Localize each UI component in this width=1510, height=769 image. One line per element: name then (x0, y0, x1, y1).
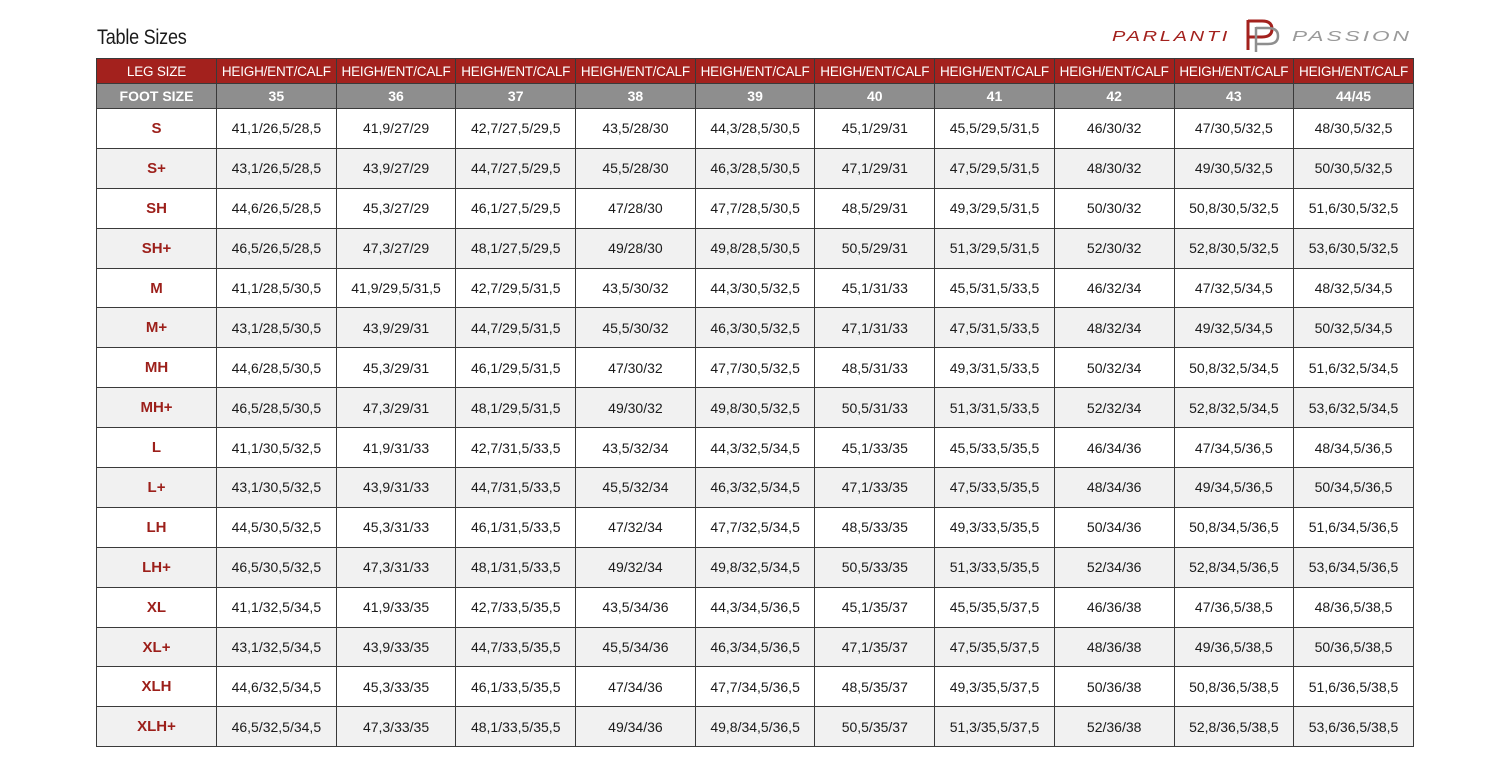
measurement-cell: 49/32/34 (576, 547, 696, 587)
measurement-cell: 49,8/34,5/36,5 (695, 707, 815, 747)
measurement-cell: 45,1/29/31 (815, 109, 935, 149)
foot-size-header: 42 (1054, 84, 1174, 109)
leg-measure-header: HEIGH/ENT/CALF (1294, 59, 1414, 84)
measurement-cell: 52,8/34,5/36,5 (1174, 547, 1294, 587)
measurement-cell: 47,5/35,5/37,5 (935, 627, 1055, 667)
foot-size-header: 35 (217, 84, 337, 109)
measurement-cell: 46,3/30,5/32,5 (695, 308, 815, 348)
table-row (97, 707, 1414, 747)
measurement-cell: 50,5/29/31 (815, 228, 935, 268)
measurement-cell: 43,1/32,5/34,5 (217, 627, 337, 667)
measurement-cell: 47/30,5/32,5 (1174, 109, 1294, 149)
measurement-cell: 47,1/33/35 (815, 468, 935, 508)
measurement-cell: 46,1/31,5/33,5 (456, 507, 576, 547)
measurement-cell: 50/32/34 (1054, 348, 1174, 388)
measurement-cell: 47,3/29/31 (336, 388, 456, 428)
table-row (97, 268, 1414, 308)
measurement-cell: 47/34,5/36,5 (1174, 428, 1294, 468)
measurement-cell: 49/30/32 (576, 388, 696, 428)
table-row (97, 627, 1414, 667)
leg-size-cell: XL+ (97, 627, 217, 667)
measurement-cell: 49/34/36 (576, 707, 696, 747)
measurement-cell: 52/34/36 (1054, 547, 1174, 587)
leg-measure-header: HEIGH/ENT/CALF (1174, 59, 1294, 84)
table-row (97, 188, 1414, 228)
leg-size-label: LEG SIZE (97, 59, 217, 84)
measurement-cell: 48/30,5/32,5 (1294, 109, 1414, 149)
measurement-cell: 41,9/27/29 (336, 109, 456, 149)
measurement-cell: 47,7/32,5/34,5 (695, 507, 815, 547)
measurement-cell: 50/36/38 (1054, 667, 1174, 707)
leg-size-cell: XLH+ (97, 707, 217, 747)
measurement-cell: 50,8/32,5/34,5 (1174, 348, 1294, 388)
measurement-cell: 45,5/35,5/37,5 (935, 587, 1055, 627)
measurement-cell: 49,3/33,5/35,5 (935, 507, 1055, 547)
measurement-cell: 47/32,5/34,5 (1174, 268, 1294, 308)
measurement-cell: 48/34,5/36,5 (1294, 428, 1414, 468)
foot-size-header-row (97, 84, 1414, 109)
measurement-cell: 47/30/32 (576, 348, 696, 388)
measurement-cell: 43,5/34/36 (576, 587, 696, 627)
measurement-cell: 48/34/36 (1054, 468, 1174, 508)
measurement-cell: 51,6/36,5/38,5 (1294, 667, 1414, 707)
measurement-cell: 48,1/31,5/33,5 (456, 547, 576, 587)
measurement-cell: 50/32,5/34,5 (1294, 308, 1414, 348)
leg-size-cell: L+ (97, 468, 217, 508)
measurement-cell: 47/34/36 (576, 667, 696, 707)
size-table-body (97, 109, 1414, 747)
measurement-cell: 48,5/33/35 (815, 507, 935, 547)
measurement-cell: 48,5/31/33 (815, 348, 935, 388)
measurement-cell: 46,3/32,5/34,5 (695, 468, 815, 508)
leg-measure-header: HEIGH/ENT/CALF (456, 59, 576, 84)
measurement-cell: 50,8/34,5/36,5 (1174, 507, 1294, 547)
page-title: Table Sizes (97, 26, 187, 49)
measurement-cell: 43,1/26,5/28,5 (217, 148, 337, 188)
measurement-cell: 46,5/30,5/32,5 (217, 547, 337, 587)
table-row (97, 308, 1414, 348)
leg-measure-header: HEIGH/ENT/CALF (815, 59, 935, 84)
leg-measure-header: HEIGH/ENT/CALF (1054, 59, 1174, 84)
table-row (97, 109, 1414, 149)
measurement-cell: 48/30/32 (1054, 148, 1174, 188)
table-row (97, 468, 1414, 508)
leg-size-cell: XL (97, 587, 217, 627)
measurement-cell: 47,1/35/37 (815, 627, 935, 667)
measurement-cell: 51,6/30,5/32,5 (1294, 188, 1414, 228)
measurement-cell: 44,5/30,5/32,5 (217, 507, 337, 547)
measurement-cell: 49/36,5/38,5 (1174, 627, 1294, 667)
measurement-cell: 47,5/31,5/33,5 (935, 308, 1055, 348)
measurement-cell: 49/28/30 (576, 228, 696, 268)
measurement-cell: 51,6/32,5/34,5 (1294, 348, 1414, 388)
brand-monogram-icon (1248, 20, 1278, 52)
measurement-cell: 47/32/34 (576, 507, 696, 547)
measurement-cell: 47/36,5/38,5 (1174, 587, 1294, 627)
measurement-cell: 52,8/30,5/32,5 (1174, 228, 1294, 268)
measurement-cell: 50,5/31/33 (815, 388, 935, 428)
leg-size-cell: M+ (97, 308, 217, 348)
size-table (96, 58, 1414, 747)
foot-size-header: 44/45 (1294, 84, 1414, 109)
measurement-cell: 50,8/30,5/32,5 (1174, 188, 1294, 228)
table-row (97, 667, 1414, 707)
table-row (97, 428, 1414, 468)
measurement-cell: 50/34,5/36,5 (1294, 468, 1414, 508)
leg-measure-header: HEIGH/ENT/CALF (695, 59, 815, 84)
measurement-cell: 43,5/30/32 (576, 268, 696, 308)
foot-size-header: 41 (935, 84, 1055, 109)
leg-size-cell: S+ (97, 148, 217, 188)
measurement-cell: 46,5/32,5/34,5 (217, 707, 337, 747)
measurement-cell: 46,3/28,5/30,5 (695, 148, 815, 188)
measurement-cell: 51,6/34,5/36,5 (1294, 507, 1414, 547)
measurement-cell: 47,3/33/35 (336, 707, 456, 747)
measurement-cell: 44,7/29,5/31,5 (456, 308, 576, 348)
measurement-cell: 45,1/31/33 (815, 268, 935, 308)
measurement-cell: 42,7/31,5/33,5 (456, 428, 576, 468)
measurement-cell: 52,8/32,5/34,5 (1174, 388, 1294, 428)
table-row (97, 388, 1414, 428)
measurement-cell: 50/30/32 (1054, 188, 1174, 228)
measurement-cell: 50,5/35/37 (815, 707, 935, 747)
measurement-cell: 41,9/33/35 (336, 587, 456, 627)
measurement-cell: 45,5/29,5/31,5 (935, 109, 1055, 149)
measurement-cell: 52/30/32 (1054, 228, 1174, 268)
foot-size-header: 36 (336, 84, 456, 109)
measurement-cell: 45,5/28/30 (576, 148, 696, 188)
table-row (97, 348, 1414, 388)
measurement-cell: 43,9/31/33 (336, 468, 456, 508)
measurement-cell: 49,3/31,5/33,5 (935, 348, 1055, 388)
table-row (97, 547, 1414, 587)
measurement-cell: 42,7/27,5/29,5 (456, 109, 576, 149)
measurement-cell: 43,5/32/34 (576, 428, 696, 468)
measurement-cell: 47,7/28,5/30,5 (695, 188, 815, 228)
measurement-cell: 49,3/29,5/31,5 (935, 188, 1055, 228)
measurement-cell: 50/30,5/32,5 (1294, 148, 1414, 188)
measurement-cell: 48,1/27,5/29,5 (456, 228, 576, 268)
measurement-cell: 51,3/35,5/37,5 (935, 707, 1055, 747)
table-row (97, 148, 1414, 188)
measurement-cell: 43,9/27/29 (336, 148, 456, 188)
measurement-cell: 41,1/28,5/30,5 (217, 268, 337, 308)
measurement-cell: 47,7/34,5/36,5 (695, 667, 815, 707)
brand-right-word: PASSION (1292, 28, 1412, 45)
measurement-cell: 43,9/29/31 (336, 308, 456, 348)
measurement-cell: 46,5/28,5/30,5 (217, 388, 337, 428)
measurement-cell: 47,5/29,5/31,5 (935, 148, 1055, 188)
leg-measure-header: HEIGH/ENT/CALF (576, 59, 696, 84)
leg-size-cell: M (97, 268, 217, 308)
foot-size-header: 38 (576, 84, 696, 109)
measurement-cell: 49,8/30,5/32,5 (695, 388, 815, 428)
measurement-cell: 44,6/26,5/28,5 (217, 188, 337, 228)
measurement-cell: 52/32/34 (1054, 388, 1174, 428)
leg-size-cell: S (97, 109, 217, 149)
measurement-cell: 50,8/36,5/38,5 (1174, 667, 1294, 707)
measurement-cell: 47/28/30 (576, 188, 696, 228)
measurement-cell: 41,9/29,5/31,5 (336, 268, 456, 308)
brand-left-word: PARLANTI (1112, 28, 1230, 45)
measurement-cell: 44,3/30,5/32,5 (695, 268, 815, 308)
leg-size-cell: LH (97, 507, 217, 547)
table-row (97, 228, 1414, 268)
measurement-cell: 46,1/27,5/29,5 (456, 188, 576, 228)
leg-size-cell: XLH (97, 667, 217, 707)
measurement-cell: 45,5/32/34 (576, 468, 696, 508)
measurement-cell: 53,6/34,5/36,5 (1294, 547, 1414, 587)
leg-size-header-row (97, 59, 1414, 84)
leg-size-cell: LH+ (97, 547, 217, 587)
measurement-cell: 44,7/31,5/33,5 (456, 468, 576, 508)
leg-size-cell: MH (97, 348, 217, 388)
table-row (97, 507, 1414, 547)
measurement-cell: 46,3/34,5/36,5 (695, 627, 815, 667)
measurement-cell: 43,5/28/30 (576, 109, 696, 149)
measurement-cell: 50,5/33/35 (815, 547, 935, 587)
measurement-cell: 46,1/33,5/35,5 (456, 667, 576, 707)
measurement-cell: 46/34/36 (1054, 428, 1174, 468)
table-row (97, 587, 1414, 627)
leg-measure-header: HEIGH/ENT/CALF (217, 59, 337, 84)
measurement-cell: 47,7/30,5/32,5 (695, 348, 815, 388)
measurement-cell: 48,1/29,5/31,5 (456, 388, 576, 428)
measurement-cell: 45,1/35/37 (815, 587, 935, 627)
measurement-cell: 45,5/31,5/33,5 (935, 268, 1055, 308)
measurement-cell: 45,5/34/36 (576, 627, 696, 667)
leg-measure-header: HEIGH/ENT/CALF (935, 59, 1055, 84)
measurement-cell: 53,6/32,5/34,5 (1294, 388, 1414, 428)
measurement-cell: 45,3/31/33 (336, 507, 456, 547)
measurement-cell: 53,6/30,5/32,5 (1294, 228, 1414, 268)
measurement-cell: 46/32/34 (1054, 268, 1174, 308)
foot-size-header: 37 (456, 84, 576, 109)
measurement-cell: 47,5/33,5/35,5 (935, 468, 1055, 508)
measurement-cell: 45,5/30/32 (576, 308, 696, 348)
foot-size-header: 40 (815, 84, 935, 109)
measurement-cell: 46/30/32 (1054, 109, 1174, 149)
measurement-cell: 41,9/31/33 (336, 428, 456, 468)
measurement-cell: 46,1/29,5/31,5 (456, 348, 576, 388)
measurement-cell: 41,1/32,5/34,5 (217, 587, 337, 627)
measurement-cell: 49,3/35,5/37,5 (935, 667, 1055, 707)
measurement-cell: 51,3/31,5/33,5 (935, 388, 1055, 428)
foot-size-header: 43 (1174, 84, 1294, 109)
measurement-cell: 47,1/29/31 (815, 148, 935, 188)
measurement-cell: 45,3/33/35 (336, 667, 456, 707)
measurement-cell: 46,5/26,5/28,5 (217, 228, 337, 268)
foot-size-header: 39 (695, 84, 815, 109)
measurement-cell: 49/30,5/32,5 (1174, 148, 1294, 188)
measurement-cell: 49,8/32,5/34,5 (695, 547, 815, 587)
measurement-cell: 50/36,5/38,5 (1294, 627, 1414, 667)
measurement-cell: 42,7/33,5/35,5 (456, 587, 576, 627)
measurement-cell: 42,7/29,5/31,5 (456, 268, 576, 308)
measurement-cell: 51,3/29,5/31,5 (935, 228, 1055, 268)
measurement-cell: 44,7/27,5/29,5 (456, 148, 576, 188)
measurement-cell: 47,3/27/29 (336, 228, 456, 268)
measurement-cell: 50/34/36 (1054, 507, 1174, 547)
leg-size-cell: L (97, 428, 217, 468)
measurement-cell: 44,3/28,5/30,5 (695, 109, 815, 149)
measurement-cell: 41,1/26,5/28,5 (217, 109, 337, 149)
measurement-cell: 45,1/33/35 (815, 428, 935, 468)
leg-size-cell: SH (97, 188, 217, 228)
leg-size-cell: MH+ (97, 388, 217, 428)
measurement-cell: 48/36,5/38,5 (1294, 587, 1414, 627)
measurement-cell: 53,6/36,5/38,5 (1294, 707, 1414, 747)
measurement-cell: 43,1/28,5/30,5 (217, 308, 337, 348)
measurement-cell: 44,3/32,5/34,5 (695, 428, 815, 468)
measurement-cell: 43,1/30,5/32,5 (217, 468, 337, 508)
brand-logo (1110, 14, 1415, 54)
measurement-cell: 41,1/30,5/32,5 (217, 428, 337, 468)
measurement-cell: 44,6/32,5/34,5 (217, 667, 337, 707)
measurement-cell: 52,8/36,5/38,5 (1174, 707, 1294, 747)
measurement-cell: 52/36/38 (1054, 707, 1174, 747)
measurement-cell: 47,1/31/33 (815, 308, 935, 348)
measurement-cell: 43,9/33/35 (336, 627, 456, 667)
leg-size-cell: SH+ (97, 228, 217, 268)
measurement-cell: 45,3/29/31 (336, 348, 456, 388)
measurement-cell: 46/36/38 (1054, 587, 1174, 627)
measurement-cell: 45,5/33,5/35,5 (935, 428, 1055, 468)
measurement-cell: 48,5/29/31 (815, 188, 935, 228)
measurement-cell: 44,7/33,5/35,5 (456, 627, 576, 667)
measurement-cell: 48/32/34 (1054, 308, 1174, 348)
measurement-cell: 44,3/34,5/36,5 (695, 587, 815, 627)
measurement-cell: 48/36/38 (1054, 627, 1174, 667)
measurement-cell: 49/34,5/36,5 (1174, 468, 1294, 508)
measurement-cell: 44,6/28,5/30,5 (217, 348, 337, 388)
measurement-cell: 45,3/27/29 (336, 188, 456, 228)
leg-measure-header: HEIGH/ENT/CALF (336, 59, 456, 84)
measurement-cell: 48/32,5/34,5 (1294, 268, 1414, 308)
measurement-cell: 48,1/33,5/35,5 (456, 707, 576, 747)
measurement-cell: 47,3/31/33 (336, 547, 456, 587)
measurement-cell: 49,8/28,5/30,5 (695, 228, 815, 268)
foot-size-label: FOOT SIZE (97, 84, 217, 109)
measurement-cell: 51,3/33,5/35,5 (935, 547, 1055, 587)
measurement-cell: 48,5/35/37 (815, 667, 935, 707)
measurement-cell: 49/32,5/34,5 (1174, 308, 1294, 348)
